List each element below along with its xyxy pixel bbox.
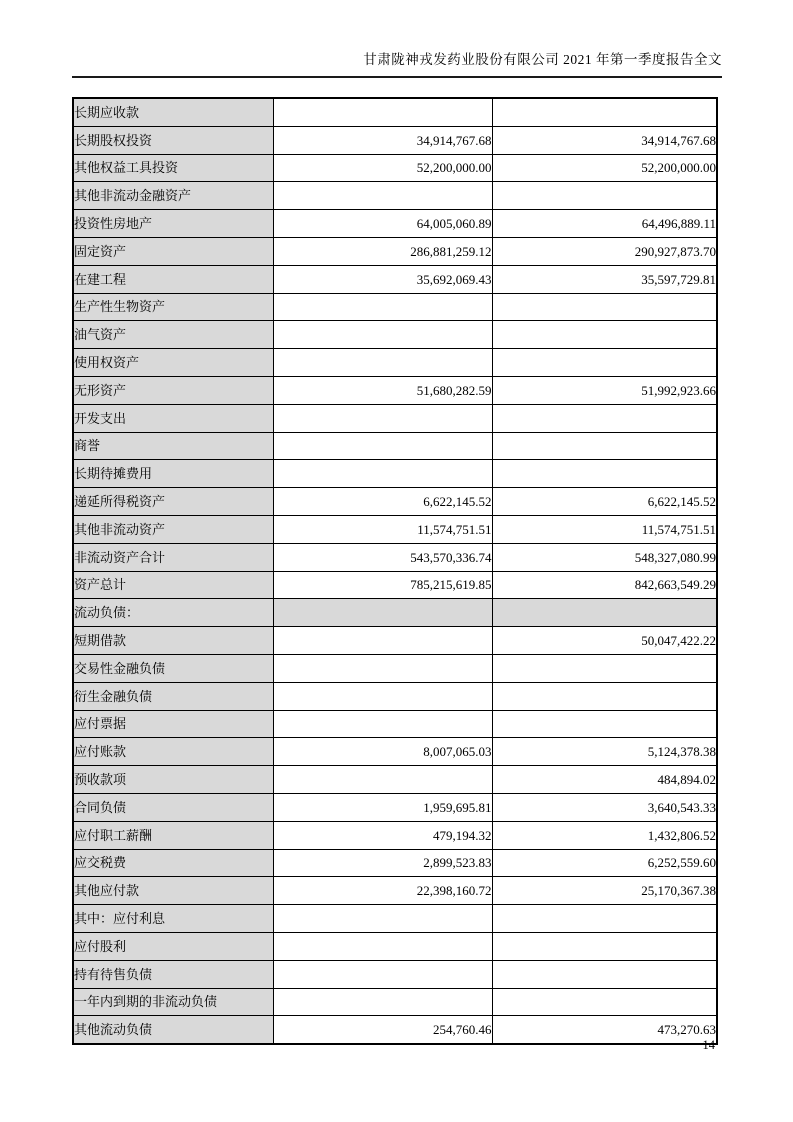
table-row: [73, 376, 717, 404]
value-cell-1: [273, 905, 492, 933]
table-row: [73, 960, 717, 988]
value-cell-2: 6,622,145.52: [492, 488, 717, 516]
value-cell-2: [492, 960, 717, 988]
value-cell-1: 543,570,336.74: [273, 543, 492, 571]
row-label-cell: 生产性生物资产: [73, 293, 273, 321]
value-cell-1: 785,215,619.85: [273, 571, 492, 599]
row-label-cell: 应付股利: [73, 932, 273, 960]
row-label-cell: 在建工程: [73, 265, 273, 293]
row-label-cell: 持有待售负债: [73, 960, 273, 988]
value-cell-2: [492, 932, 717, 960]
table-row: [73, 877, 717, 905]
value-cell-2: [492, 432, 717, 460]
row-label-cell: 其他非流动金融资产: [73, 182, 273, 210]
value-cell-2: 3,640,543.33: [492, 793, 717, 821]
row-label-cell: 商誉: [73, 432, 273, 460]
value-cell-1: 286,881,259.12: [273, 237, 492, 265]
value-cell-1: [273, 321, 492, 349]
value-cell-1: [273, 932, 492, 960]
table-row: [73, 293, 717, 321]
row-label-cell: 固定资产: [73, 237, 273, 265]
value-cell-1: [273, 293, 492, 321]
row-label-cell: 合同负债: [73, 793, 273, 821]
row-label-cell: 一年内到期的非流动负债: [73, 988, 273, 1016]
row-label-cell: 长期应收款: [73, 98, 273, 126]
value-cell-2: [492, 710, 717, 738]
value-cell-1: [273, 349, 492, 377]
row-label-cell: 其他流动负债: [73, 1016, 273, 1044]
row-label-cell: 衍生金融负债: [73, 682, 273, 710]
value-cell-1: 6,622,145.52: [273, 488, 492, 516]
balance-sheet-table: [72, 97, 718, 1045]
row-label-cell: 非流动资产合计: [73, 543, 273, 571]
table-row: [73, 738, 717, 766]
row-label-cell: 应交税费: [73, 849, 273, 877]
row-label-cell: 其他非流动资产: [73, 515, 273, 543]
table-row: [73, 432, 717, 460]
row-label-cell: 无形资产: [73, 376, 273, 404]
row-label-cell: 资产总计: [73, 571, 273, 599]
value-cell-1: [273, 766, 492, 794]
value-cell-2: [492, 905, 717, 933]
table-row: [73, 182, 717, 210]
value-cell-2: [492, 321, 717, 349]
table-row: [73, 849, 717, 877]
row-label-cell: 应付账款: [73, 738, 273, 766]
page-number: 14: [702, 1038, 715, 1052]
table-row: [73, 682, 717, 710]
value-cell-2: 1,432,806.52: [492, 821, 717, 849]
row-label-cell: 开发支出: [73, 404, 273, 432]
table-row: [73, 821, 717, 849]
row-label-cell: 长期股权投资: [73, 126, 273, 154]
value-cell-2: 11,574,751.51: [492, 515, 717, 543]
value-cell-2: [492, 682, 717, 710]
value-cell-2: [492, 182, 717, 210]
table-row: [73, 488, 717, 516]
table-row: [73, 793, 717, 821]
value-cell-2: 50,047,422.22: [492, 627, 717, 655]
value-cell-1: 22,398,160.72: [273, 877, 492, 905]
value-cell-2: 51,992,923.66: [492, 376, 717, 404]
value-cell-1: 34,914,767.68: [273, 126, 492, 154]
value-cell-2: 290,927,873.70: [492, 237, 717, 265]
value-cell-2: 842,663,549.29: [492, 571, 717, 599]
balance-sheet-body: [73, 98, 717, 1044]
row-label-cell: 投资性房地产: [73, 210, 273, 238]
row-label-cell: 交易性金融负债: [73, 654, 273, 682]
table-row: [73, 98, 717, 126]
value-cell-1: 51,680,282.59: [273, 376, 492, 404]
value-cell-1: [273, 988, 492, 1016]
row-label-cell: 短期借款: [73, 627, 273, 655]
value-cell-2: [492, 988, 717, 1016]
table-row: [73, 1016, 717, 1044]
value-cell-1: 479,194.32: [273, 821, 492, 849]
table-row: [73, 710, 717, 738]
page-header-title: 甘肃陇神戎发药业股份有限公司 2021 年第一季度报告全文: [363, 52, 722, 67]
row-label-cell: 其他权益工具投资: [73, 154, 273, 182]
value-cell-2: 64,496,889.11: [492, 210, 717, 238]
value-cell-2: [492, 98, 717, 126]
value-cell-1: 8,007,065.03: [273, 738, 492, 766]
value-cell-1: 52,200,000.00: [273, 154, 492, 182]
value-cell-1: [273, 460, 492, 488]
value-cell-1: [273, 627, 492, 655]
value-cell-1: 2,899,523.83: [273, 849, 492, 877]
value-cell-2: [492, 349, 717, 377]
value-cell-2: 5,124,378.38: [492, 738, 717, 766]
table-row: [73, 265, 717, 293]
value-cell-2: 473,270.63: [492, 1016, 717, 1044]
row-label-cell: 预收款项: [73, 766, 273, 794]
table-row: [73, 654, 717, 682]
table-row: [73, 627, 717, 655]
value-cell-2: 548,327,080.99: [492, 543, 717, 571]
value-cell-1: [273, 182, 492, 210]
table-row: [73, 543, 717, 571]
value-cell-2: [492, 404, 717, 432]
value-cell-2: 34,914,767.68: [492, 126, 717, 154]
table-row: [73, 126, 717, 154]
value-cell-1: 35,692,069.43: [273, 265, 492, 293]
row-label-cell: 其中：应付利息: [73, 905, 273, 933]
table-row: [73, 154, 717, 182]
table-row: [73, 515, 717, 543]
value-cell-1: [273, 960, 492, 988]
row-label-cell: 长期待摊费用: [73, 460, 273, 488]
row-label-cell: 其他应付款: [73, 877, 273, 905]
value-cell-2: [492, 599, 717, 627]
table-row: [73, 599, 717, 627]
table-row: [73, 905, 717, 933]
value-cell-2: 35,597,729.81: [492, 265, 717, 293]
value-cell-1: 254,760.46: [273, 1016, 492, 1044]
value-cell-2: 25,170,367.38: [492, 877, 717, 905]
table-row: [73, 571, 717, 599]
value-cell-2: 52,200,000.00: [492, 154, 717, 182]
row-label-cell: 使用权资产: [73, 349, 273, 377]
table-row: [73, 988, 717, 1016]
value-cell-2: 6,252,559.60: [492, 849, 717, 877]
table-row: [73, 932, 717, 960]
value-cell-2: 484,894.02: [492, 766, 717, 794]
value-cell-2: [492, 460, 717, 488]
value-cell-1: 1,959,695.81: [273, 793, 492, 821]
value-cell-2: [492, 293, 717, 321]
row-label-cell: 流动负债：: [73, 599, 273, 627]
value-cell-1: [273, 682, 492, 710]
value-cell-1: 11,574,751.51: [273, 515, 492, 543]
value-cell-1: [273, 404, 492, 432]
row-label-cell: 应付职工薪酬: [73, 821, 273, 849]
table-row: [73, 321, 717, 349]
value-cell-1: 64,005,060.89: [273, 210, 492, 238]
table-row: [73, 766, 717, 794]
table-row: [73, 210, 717, 238]
value-cell-1: [273, 599, 492, 627]
value-cell-1: [273, 432, 492, 460]
table-row: [73, 349, 717, 377]
row-label-cell: 递延所得税资产: [73, 488, 273, 516]
header-rule: [72, 76, 722, 78]
table-row: [73, 237, 717, 265]
value-cell-2: [492, 654, 717, 682]
value-cell-1: [273, 98, 492, 126]
table-row: [73, 404, 717, 432]
value-cell-1: [273, 710, 492, 738]
value-cell-1: [273, 654, 492, 682]
row-label-cell: 应付票据: [73, 710, 273, 738]
row-label-cell: 油气资产: [73, 321, 273, 349]
table-row: [73, 460, 717, 488]
